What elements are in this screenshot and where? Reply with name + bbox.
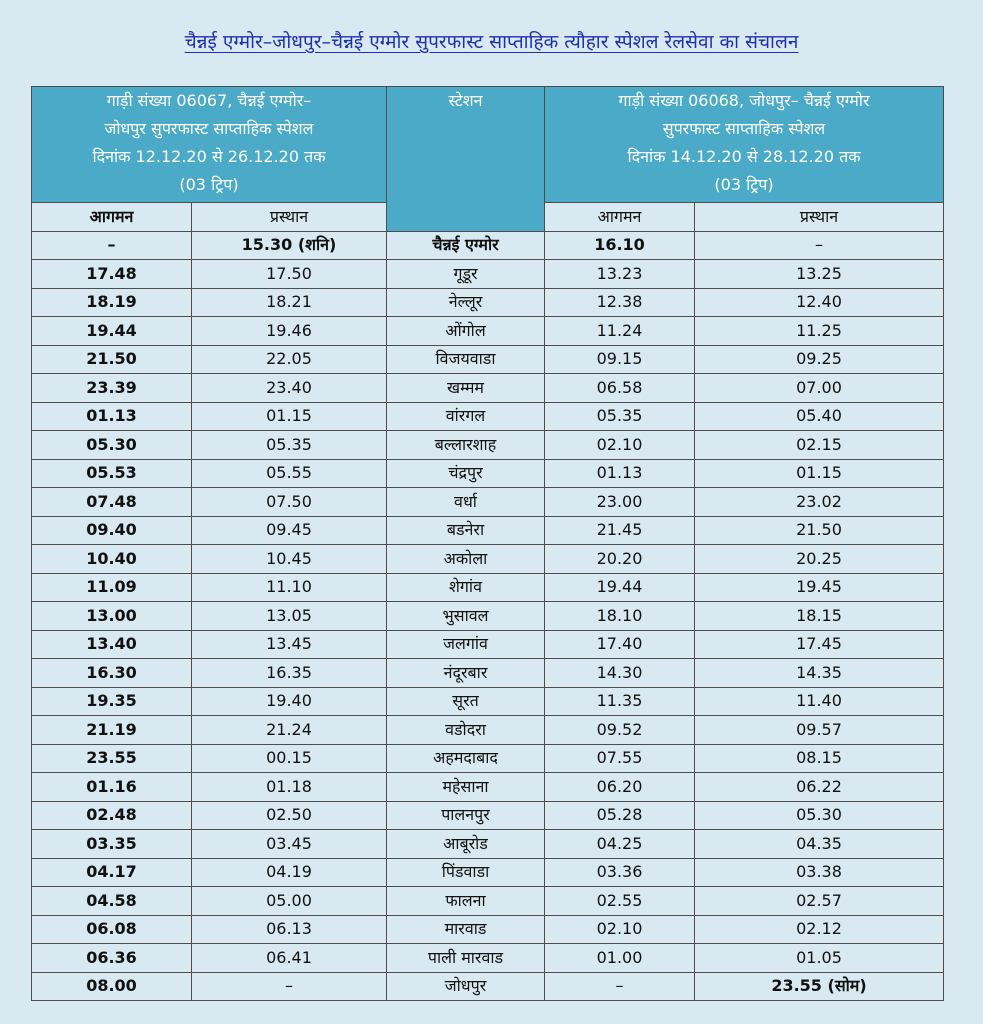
table-row <box>32 801 944 830</box>
right-departure-cell: 06.22 <box>695 773 944 802</box>
station-name-cell: बल्लारशाह <box>387 431 545 460</box>
station-name-cell: वडोदरा <box>387 716 545 745</box>
left-departure-cell: 13.05 <box>192 602 387 631</box>
right-departure-cell: 13.25 <box>695 260 944 289</box>
station-name-cell: नेल्लूर <box>387 288 545 317</box>
station-name-cell: भुसावल <box>387 602 545 631</box>
station-name-cell: शेगांव <box>387 573 545 602</box>
right-arrival-cell: 02.10 <box>545 431 695 460</box>
left-arrival-header: आगमन <box>32 203 192 232</box>
right-arrival-cell: 01.00 <box>545 944 695 973</box>
left-arrival-cell: 13.00 <box>32 602 192 631</box>
left-departure-cell: 01.15 <box>192 402 387 431</box>
left-arrival-cell: 04.58 <box>32 887 192 916</box>
table-row <box>32 915 944 944</box>
left-departure-cell: 02.50 <box>192 801 387 830</box>
left-departure-cell: 06.41 <box>192 944 387 973</box>
train-06067-line2: जोधपुर सुपरफास्ट साप्ताहिक स्पेशल <box>104 119 314 138</box>
station-name-cell: पाली मारवाड <box>387 944 545 973</box>
left-arrival-cell: 09.40 <box>32 516 192 545</box>
right-arrival-cell: 03.36 <box>545 858 695 887</box>
right-departure-cell: 11.40 <box>695 687 944 716</box>
table-row <box>32 659 944 688</box>
train-06067-header <box>32 87 387 203</box>
train-06067-trips: (03 ट्रिप) <box>179 175 239 194</box>
station-header: स्टेशन <box>387 87 545 232</box>
station-name-cell: बडनेरा <box>387 516 545 545</box>
table-row <box>32 317 944 346</box>
train-06068-line1: गाड़ी संख्या 06068, जोधपुर– चैन्नई एग्मोर <box>618 91 870 110</box>
table-row <box>32 402 944 431</box>
right-departure-cell: 02.12 <box>695 915 944 944</box>
right-departure-cell: 23.55 (सोम) <box>695 972 944 1001</box>
left-departure-cell: 06.13 <box>192 915 387 944</box>
left-arrival-cell: 19.44 <box>32 317 192 346</box>
left-departure-cell: 13.45 <box>192 630 387 659</box>
right-departure-cell: 03.38 <box>695 858 944 887</box>
right-arrival-cell: 01.13 <box>545 459 695 488</box>
left-arrival-cell: 01.16 <box>32 773 192 802</box>
left-arrival-cell: 05.53 <box>32 459 192 488</box>
left-departure-header: प्रस्थान <box>192 203 387 232</box>
right-arrival-cell: 06.20 <box>545 773 695 802</box>
table-row <box>32 573 944 602</box>
table-row <box>32 687 944 716</box>
station-name-cell: अहमदाबाद <box>387 744 545 773</box>
left-arrival-cell: 21.19 <box>32 716 192 745</box>
right-departure-cell: 11.25 <box>695 317 944 346</box>
train-06067-line1: गाड़ी संख्या 06067, चैन्नई एग्मोर– <box>106 91 312 110</box>
station-name-cell: जलगांव <box>387 630 545 659</box>
right-departure-cell: 12.40 <box>695 288 944 317</box>
right-departure-cell: 01.15 <box>695 459 944 488</box>
left-departure-cell: 01.18 <box>192 773 387 802</box>
left-departure-cell: 09.45 <box>192 516 387 545</box>
table-row <box>32 260 944 289</box>
right-arrival-cell: – <box>545 972 695 1001</box>
table-row <box>32 374 944 403</box>
left-departure-cell: 18.21 <box>192 288 387 317</box>
left-departure-cell: 05.00 <box>192 887 387 916</box>
station-name-cell: अकोला <box>387 545 545 574</box>
right-departure-cell: 07.00 <box>695 374 944 403</box>
right-arrival-cell: 09.52 <box>545 716 695 745</box>
left-arrival-cell: 07.48 <box>32 488 192 517</box>
left-departure-cell: 19.46 <box>192 317 387 346</box>
table-row <box>32 488 944 517</box>
left-arrival-cell: 02.48 <box>32 801 192 830</box>
left-departure-cell: 07.50 <box>192 488 387 517</box>
left-departure-cell: 10.45 <box>192 545 387 574</box>
right-arrival-cell: 07.55 <box>545 744 695 773</box>
left-departure-cell: 05.55 <box>192 459 387 488</box>
left-arrival-cell: 23.39 <box>32 374 192 403</box>
left-arrival-cell: 08.00 <box>32 972 192 1001</box>
right-arrival-cell: 12.38 <box>545 288 695 317</box>
right-arrival-cell: 17.40 <box>545 630 695 659</box>
right-arrival-cell: 05.28 <box>545 801 695 830</box>
train-06068-line2: सुपरफास्ट साप्ताहिक स्पेशल <box>662 119 826 138</box>
left-departure-cell: 21.24 <box>192 716 387 745</box>
table-row <box>32 944 944 973</box>
left-arrival-cell: 03.35 <box>32 830 192 859</box>
table-row <box>32 516 944 545</box>
station-name-cell: पालनपुर <box>387 801 545 830</box>
left-arrival-cell: 13.40 <box>32 630 192 659</box>
station-name-cell: चंद्रपुर <box>387 459 545 488</box>
right-departure-cell: 17.45 <box>695 630 944 659</box>
table-row <box>32 545 944 574</box>
left-departure-cell: 23.40 <box>192 374 387 403</box>
right-arrival-cell: 06.58 <box>545 374 695 403</box>
station-name-cell: गूडूर <box>387 260 545 289</box>
right-departure-cell: 18.15 <box>695 602 944 631</box>
left-departure-cell: 11.10 <box>192 573 387 602</box>
page-title: चैन्नई एग्मोर–जोधपुर–चैन्नई एग्मोर सुपरफास्ट साप्ताहिक त्यौहार स्पेशल रेलसेवा का संचालन <box>184 31 799 53</box>
table-row <box>32 231 944 260</box>
right-departure-cell: 04.35 <box>695 830 944 859</box>
station-name-cell: सूरत <box>387 687 545 716</box>
right-departure-cell: 01.05 <box>695 944 944 973</box>
right-arrival-cell: 19.44 <box>545 573 695 602</box>
station-name-cell: जोधपुर <box>387 972 545 1001</box>
station-name-cell: वांरगल <box>387 402 545 431</box>
train-06068-header <box>545 87 944 203</box>
left-arrival-cell: 06.36 <box>32 944 192 973</box>
right-departure-cell: 02.57 <box>695 887 944 916</box>
table-row <box>32 716 944 745</box>
right-departure-cell: 14.35 <box>695 659 944 688</box>
table-row <box>32 972 944 1001</box>
left-arrival-cell: 10.40 <box>32 545 192 574</box>
train-06068-trips: (03 ट्रिप) <box>714 175 774 194</box>
right-departure-cell: 05.40 <box>695 402 944 431</box>
table-row <box>32 288 944 317</box>
station-name-cell: विजयवाडा <box>387 345 545 374</box>
right-arrival-cell: 20.20 <box>545 545 695 574</box>
right-arrival-cell: 21.45 <box>545 516 695 545</box>
left-arrival-cell: 23.55 <box>32 744 192 773</box>
station-name-cell: पिंडवाडा <box>387 858 545 887</box>
right-departure-cell: 09.57 <box>695 716 944 745</box>
table-row <box>32 773 944 802</box>
table-row <box>32 630 944 659</box>
timetable <box>31 86 944 1001</box>
right-arrival-cell: 14.30 <box>545 659 695 688</box>
left-arrival-cell: – <box>32 231 192 260</box>
table-row <box>32 858 944 887</box>
right-arrival-cell: 13.23 <box>545 260 695 289</box>
right-arrival-cell: 23.00 <box>545 488 695 517</box>
station-name-cell: महेसाना <box>387 773 545 802</box>
left-arrival-cell: 11.09 <box>32 573 192 602</box>
left-departure-cell: 04.19 <box>192 858 387 887</box>
right-departure-cell: 19.45 <box>695 573 944 602</box>
station-name-cell: ओंगोल <box>387 317 545 346</box>
right-arrival-cell: 11.35 <box>545 687 695 716</box>
left-departure-cell: 19.40 <box>192 687 387 716</box>
table-row <box>32 602 944 631</box>
left-arrival-cell: 19.35 <box>32 687 192 716</box>
table-row <box>32 459 944 488</box>
left-arrival-cell: 18.19 <box>32 288 192 317</box>
train-06068-dates: दिनांक 14.12.20 से 28.12.20 तक <box>627 147 861 166</box>
table-row <box>32 830 944 859</box>
station-name-cell: आबूरोड <box>387 830 545 859</box>
left-departure-cell: 22.05 <box>192 345 387 374</box>
left-departure-cell: 03.45 <box>192 830 387 859</box>
left-departure-cell: 16.35 <box>192 659 387 688</box>
right-arrival-cell: 05.35 <box>545 402 695 431</box>
left-departure-cell: 17.50 <box>192 260 387 289</box>
right-arrival-cell: 16.10 <box>545 231 695 260</box>
left-arrival-cell: 05.30 <box>32 431 192 460</box>
left-arrival-cell: 04.17 <box>32 858 192 887</box>
table-row <box>32 887 944 916</box>
right-departure-cell: 23.02 <box>695 488 944 517</box>
station-name-cell: खम्मम <box>387 374 545 403</box>
right-arrival-cell: 18.10 <box>545 602 695 631</box>
left-arrival-cell: 16.30 <box>32 659 192 688</box>
right-arrival-cell: 11.24 <box>545 317 695 346</box>
left-arrival-cell: 06.08 <box>32 915 192 944</box>
right-departure-cell: 05.30 <box>695 801 944 830</box>
station-name-cell: वर्धा <box>387 488 545 517</box>
left-departure-cell: 15.30 (शनि) <box>192 231 387 260</box>
station-name-cell: फालना <box>387 887 545 916</box>
left-departure-cell: 05.35 <box>192 431 387 460</box>
left-departure-cell: 00.15 <box>192 744 387 773</box>
right-arrival-header: आगमन <box>545 203 695 232</box>
left-departure-cell: – <box>192 972 387 1001</box>
table-row <box>32 744 944 773</box>
station-name-cell: चैन्नई एग्मोर <box>387 231 545 260</box>
station-name-cell: नंदूरबार <box>387 659 545 688</box>
station-name-cell: मारवाड <box>387 915 545 944</box>
left-arrival-cell: 21.50 <box>32 345 192 374</box>
right-departure-cell: 02.15 <box>695 431 944 460</box>
right-arrival-cell: 09.15 <box>545 345 695 374</box>
table-row <box>32 431 944 460</box>
right-departure-cell: 09.25 <box>695 345 944 374</box>
right-departure-header: प्रस्थान <box>695 203 944 232</box>
right-arrival-cell: 04.25 <box>545 830 695 859</box>
left-arrival-cell: 01.13 <box>32 402 192 431</box>
train-06067-dates: दिनांक 12.12.20 से 26.12.20 तक <box>92 147 326 166</box>
right-departure-cell: 21.50 <box>695 516 944 545</box>
table-row <box>32 345 944 374</box>
right-departure-cell: 20.25 <box>695 545 944 574</box>
right-departure-cell: – <box>695 231 944 260</box>
right-arrival-cell: 02.55 <box>545 887 695 916</box>
right-departure-cell: 08.15 <box>695 744 944 773</box>
right-arrival-cell: 02.10 <box>545 915 695 944</box>
left-arrival-cell: 17.48 <box>32 260 192 289</box>
